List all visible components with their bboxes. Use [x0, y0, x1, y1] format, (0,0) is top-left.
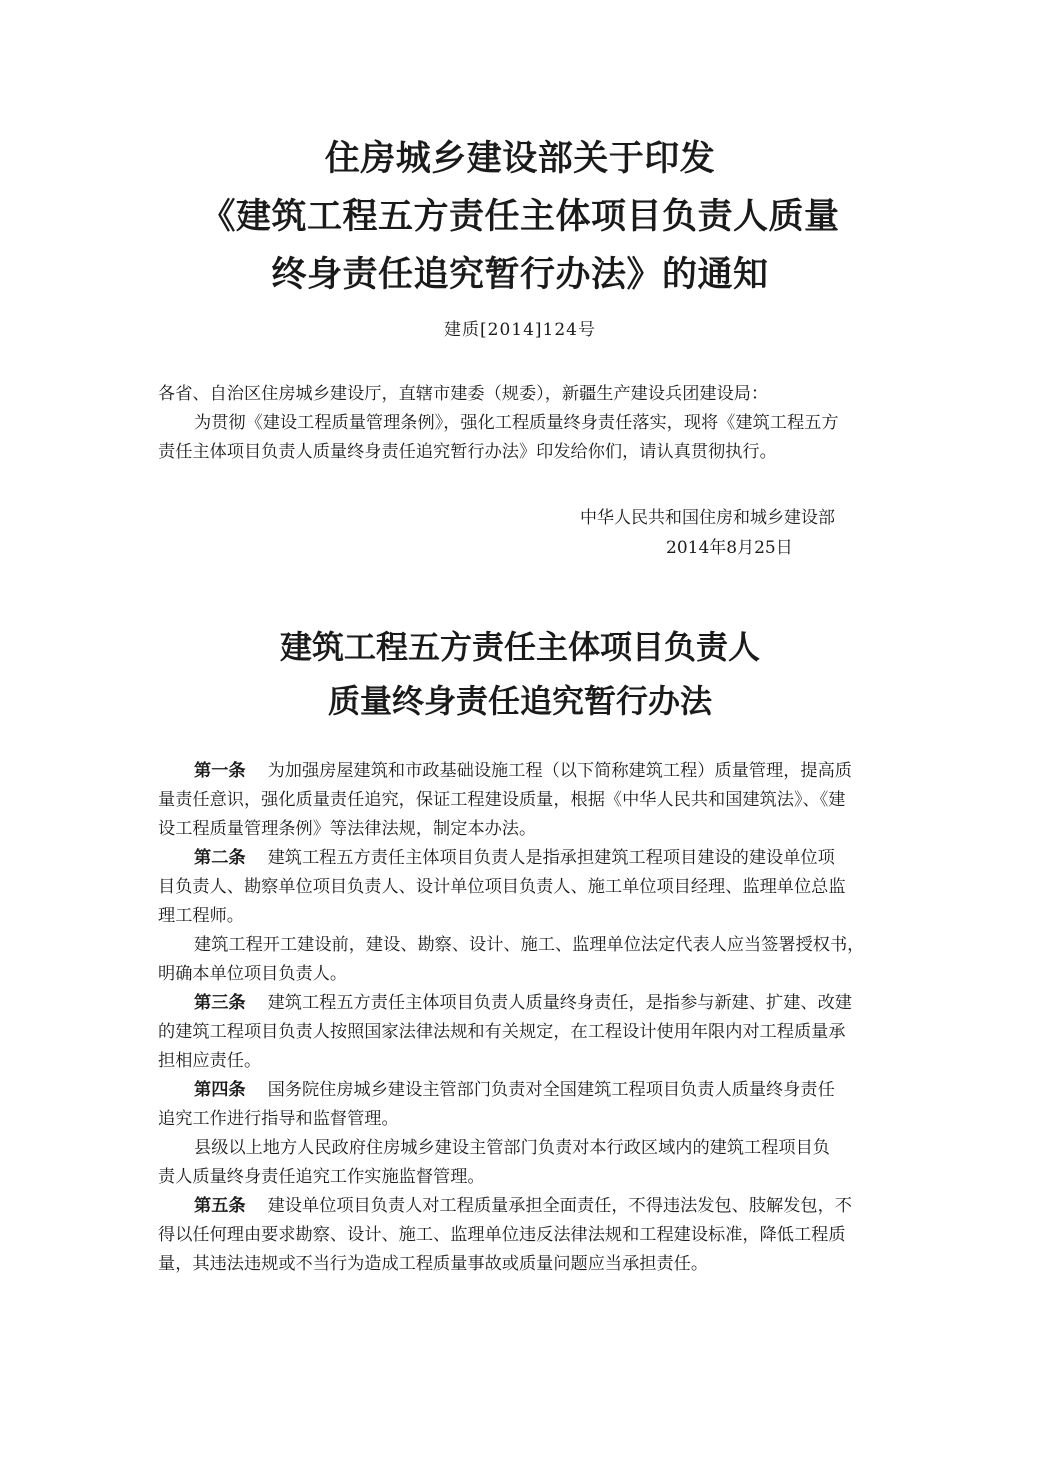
article-label: 第一条 — [194, 761, 246, 781]
article-line: 设工程质量管理条例》等法律法规，制定本办法。 — [158, 819, 537, 839]
article-label: 第二条 — [194, 848, 246, 868]
notice-body-line: 责任主体项目负责人质量终身责任追究暂行办法》印发给你们，请认真贯彻执行。 — [158, 442, 777, 462]
article-line: 责人质量终身责任追究工作实施监督管理。 — [158, 1167, 485, 1187]
signature-block — [570, 503, 870, 563]
addressee: 各省、自治区住房城乡建设厅，直辖市建委（规委），新疆生产建设兵团建设局： — [158, 384, 769, 404]
notice-title — [150, 130, 890, 304]
measures-body — [158, 757, 886, 1279]
article-line: 量责任意识，强化质量责任追究，保证工程建设质量，根据《中华人民共和国建筑法》、《建 — [158, 790, 846, 810]
measures-title-line: 建筑工程五方责任主体项目负责人 — [279, 628, 760, 666]
article — [158, 1076, 886, 1134]
article-line: 的建筑工程项目负责人按照国家法律法规和有关规定，在工程设计使用年限内对工程质量承 — [158, 1022, 846, 1042]
article-label: 第三条 — [194, 993, 246, 1013]
article — [158, 757, 886, 844]
article-line: 第五条 建设单位项目负责人对工程质量承担全面责任，不得违法发包、肢解发包，不 — [194, 1196, 852, 1216]
measures-title — [150, 620, 890, 728]
article — [158, 844, 886, 931]
article-line: 明确本单位项目负责人。 — [158, 964, 348, 984]
article-line: 追究工作进行指导和监督管理。 — [158, 1109, 399, 1129]
article-line: 第三条 建筑工程五方责任主体项目负责人质量终身责任，是指参与新建、扩建、改建 — [194, 993, 852, 1013]
notice-title-line: 住房城乡建设部关于印发 — [324, 139, 716, 179]
article-line: 得以任何理由要求勘察、设计、施工、监理单位违反法律法规和工程建设标准，降低工程质 — [158, 1225, 846, 1245]
article — [158, 989, 886, 1076]
article-line: 量，其违法违规或不当行为造成工程质量事故或质量问题应当承担责任。 — [158, 1254, 709, 1274]
notice-body-line: 为贯彻《建设工程质量管理条例》，强化工程质量终身责任落实，现将《建筑工程五方 — [194, 413, 839, 433]
document-number: 建质[2014]124号 — [444, 320, 596, 340]
notice-title-line: 终身责任追究暂行办法》的通知 — [271, 255, 769, 295]
article-line: 第二条 建筑工程五方责任主体项目负责人是指承担建筑工程项目建设的建设单位项 — [194, 848, 835, 868]
signer-date: 2014年8月25日 — [666, 538, 793, 558]
article-label: 第五条 — [194, 1196, 246, 1216]
article-paragraph — [158, 1134, 886, 1192]
signer-organization: 中华人民共和国住房和城乡建设部 — [580, 508, 835, 528]
article-line: 目负责人、勘察单位项目负责人、设计单位项目负责人、施工单位项目经理、监理单位总监 — [158, 877, 846, 897]
article-label: 第四条 — [194, 1080, 246, 1100]
measures-title-line: 质量终身责任追究暂行办法 — [327, 682, 712, 720]
notice-title-line: 《建筑工程五方责任主体项目负责人质量 — [200, 197, 840, 237]
article-line: 县级以上地方人民政府住房城乡建设主管部门负责对本行政区域内的建筑工程项目负 — [194, 1138, 830, 1158]
article-paragraph — [158, 931, 886, 989]
article-line: 担相应责任。 — [158, 1051, 262, 1071]
article-line: 第一条 为加强房屋建筑和市政基础设施工程（以下简称建筑工程）质量管理，提高质 — [194, 761, 852, 781]
article-line: 建筑工程开工建设前，建设、勘察、设计、施工、监理单位法定代表人应当签署授权书， — [194, 935, 865, 955]
article-line: 理工程师。 — [158, 906, 244, 926]
article-line: 第四条 国务院住房城乡建设主管部门负责对全国建筑工程项目负责人质量终身责任 — [194, 1080, 835, 1100]
article — [158, 1192, 886, 1279]
notice-body — [158, 380, 886, 467]
